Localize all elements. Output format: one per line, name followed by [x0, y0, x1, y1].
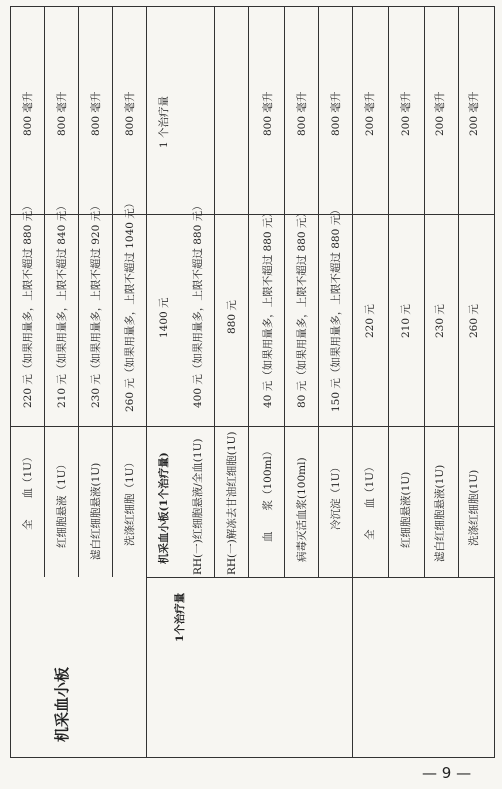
table-border-bottom [10, 757, 494, 758]
row-12-volume: 200 毫升 [400, 91, 412, 136]
row-13-name: 滤白红细胞悬液(1U) [434, 464, 446, 562]
col-divider-3 [112, 6, 113, 577]
row-14-name: 洗涤红细胞(1U) [468, 469, 480, 546]
row-4-name: 洗涤红细胞（1U） [124, 456, 136, 546]
page-number: — 9 — [422, 764, 472, 782]
row-11-volume: 200 毫升 [364, 91, 376, 136]
table-border-left [10, 6, 11, 758]
row-8-name: 血 浆（100ml） [262, 445, 274, 542]
col-divider-6b [248, 214, 249, 577]
table-border-right [494, 6, 495, 758]
row-8-volume: 800 毫升 [262, 91, 274, 136]
row-9-price: 80 元（如果用量多，上限不超过 880 元） [296, 207, 308, 408]
row-4-volume: 800 毫升 [124, 91, 136, 136]
row-3-volume: 800 毫升 [90, 91, 102, 136]
row-5-name: 机采血小板(1个治疗量) [158, 452, 170, 564]
table-border-top [10, 6, 494, 7]
row-3-price: 230 元（如果用量多，上限不超过 920 元） [90, 200, 102, 408]
col-divider-subcategory [352, 6, 353, 758]
row-1-volume: 800 毫升 [22, 91, 34, 136]
row-5-volume: 1 个治疗量 [158, 95, 170, 148]
row-10-volume: 800 毫升 [330, 91, 342, 136]
row-3-name: 滤白红细胞悬液(1U) [90, 462, 102, 560]
col-divider-12 [424, 6, 425, 577]
col-divider-8 [284, 6, 285, 577]
row-2-volume: 800 毫升 [56, 91, 68, 136]
row-11-name: 全 血（1U） [364, 461, 376, 540]
col-divider-11 [388, 6, 389, 577]
row-2-price: 210 元（如果用量多，上限不超过 840 元） [56, 200, 68, 408]
col-divider-6a [248, 6, 249, 214]
col-divider-13 [458, 6, 459, 577]
row-10-price: 150 元（如果用量多，上限不超过 880 元） [330, 204, 342, 412]
row-10-name: 冷沉淀（1U） [330, 461, 342, 530]
row-11-price: 220 元 [364, 304, 376, 338]
row-6-price: 400 元（如果用量多，上限不超过 880 元） [192, 200, 204, 408]
row-9-volume: 800 毫升 [296, 91, 308, 136]
row-7-name: RH(一)解冻去甘油红细胞(1U) [226, 431, 238, 575]
row-6-name: RH(一)红细胞悬液/全血(1U) [192, 438, 204, 575]
row-divider-price-volume [10, 214, 494, 215]
row-14-volume: 200 毫升 [468, 91, 480, 136]
row-13-price: 230 元 [434, 304, 446, 338]
col-divider-2 [78, 6, 79, 577]
row-1-name: 全 血（1U） [22, 451, 34, 530]
row-12-name: 红细胞悬液(1U) [400, 471, 412, 548]
row-7-price: 880 元 [226, 300, 238, 334]
row-1-price: 220 元（如果用量多，上限不超过 880 元） [22, 200, 34, 408]
col-divider-5 [214, 6, 215, 577]
col-divider-9 [318, 6, 319, 577]
row-14-price: 260 元 [468, 304, 480, 338]
category-label: 机采血小板 [53, 666, 71, 742]
row-8-price: 40 元（如果用量多，上限不超过 880 元） [262, 207, 274, 408]
row-divider-name-price [10, 426, 494, 427]
row-9-name: 病毒灭活血浆(100ml) [296, 457, 308, 562]
row-12-price: 210 元 [400, 304, 412, 338]
subcategory-label: 1个治疗量 [174, 592, 186, 642]
row-2-name: 红细胞悬液（1U） [56, 458, 68, 548]
row-5-price: 1400 元 [158, 297, 170, 338]
row-13-volume: 200 毫升 [434, 91, 446, 136]
row-4-price: 260 元（如果用量多，上限不超过 1040 元） [124, 197, 136, 412]
col-divider-1 [44, 6, 45, 577]
col-divider-subcat-split [146, 577, 494, 578]
col-divider-category [146, 6, 147, 758]
